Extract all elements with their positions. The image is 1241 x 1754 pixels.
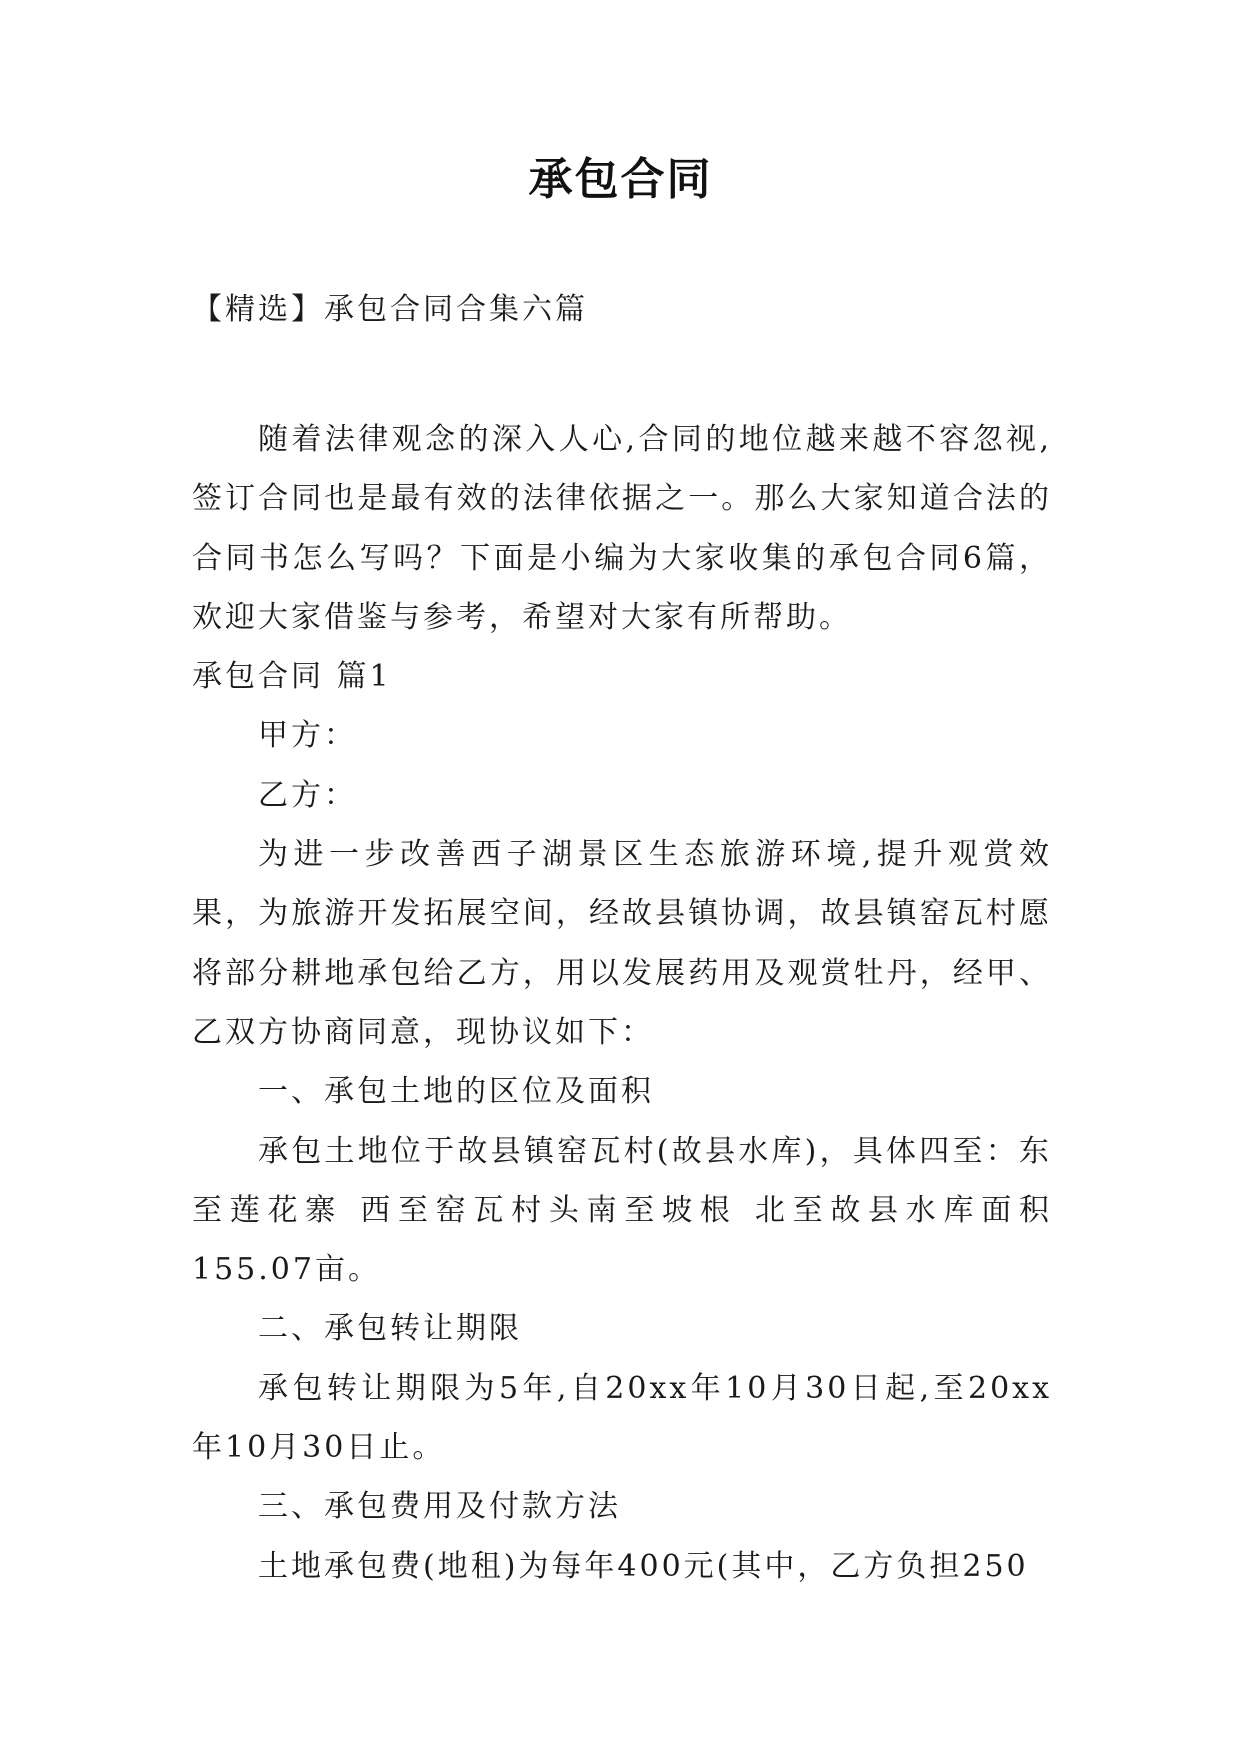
party-b-label: 乙方： bbox=[258, 777, 357, 813]
document-title: 承包合同 bbox=[528, 154, 713, 205]
section-heading-article-1: 承包合同 篇1 bbox=[192, 659, 392, 695]
clause-heading-2: 二、承包转让期限 bbox=[258, 1311, 522, 1347]
party-a-label: 甲方： bbox=[258, 718, 357, 754]
paragraph-intro: 随着法律观念的深入人心,合同的地位越来越不容忽视,签订合同也是最有效的法律依据之一。那么大家知道合法的合同书怎么写吗？下面是小编为大家收集的承包合同6篇，欢迎大家借鉴与参考，希望对大家有所帮助。 bbox=[192, 422, 1052, 635]
document-body bbox=[192, 410, 1052, 1596]
clause-heading-1: 一、承包土地的区位及面积 bbox=[258, 1074, 654, 1110]
paragraph-fees: 土地承包费(地租)为每年400元(其中，乙方负担250 bbox=[258, 1548, 1029, 1584]
clause-heading-3: 三、承包费用及付款方法 bbox=[258, 1489, 621, 1525]
document-subtitle: 【精选】承包合同合集六篇 bbox=[192, 292, 588, 327]
paragraph-purpose: 为进一步改善西子湖景区生态旅游环境,提升观赏效果，为旅游开发拓展空间，经故县镇协调，故县镇窑瓦村愿将部分耕地承包给乙方，用以发展药用及观赏牡丹，经甲、乙双方协商同意，现协议如下： bbox=[192, 837, 1052, 1050]
paragraph-land-location: 承包土地位于故县镇窑瓦村(故县水库)，具体四至：东至莲花寨 西至窑瓦村头南至坡根 北至故县水库面积155.07亩。 bbox=[192, 1133, 1052, 1288]
paragraph-term: 承包转让期限为5年,自20xx年10月30日起,至20xx年10月30日止。 bbox=[192, 1370, 1052, 1466]
